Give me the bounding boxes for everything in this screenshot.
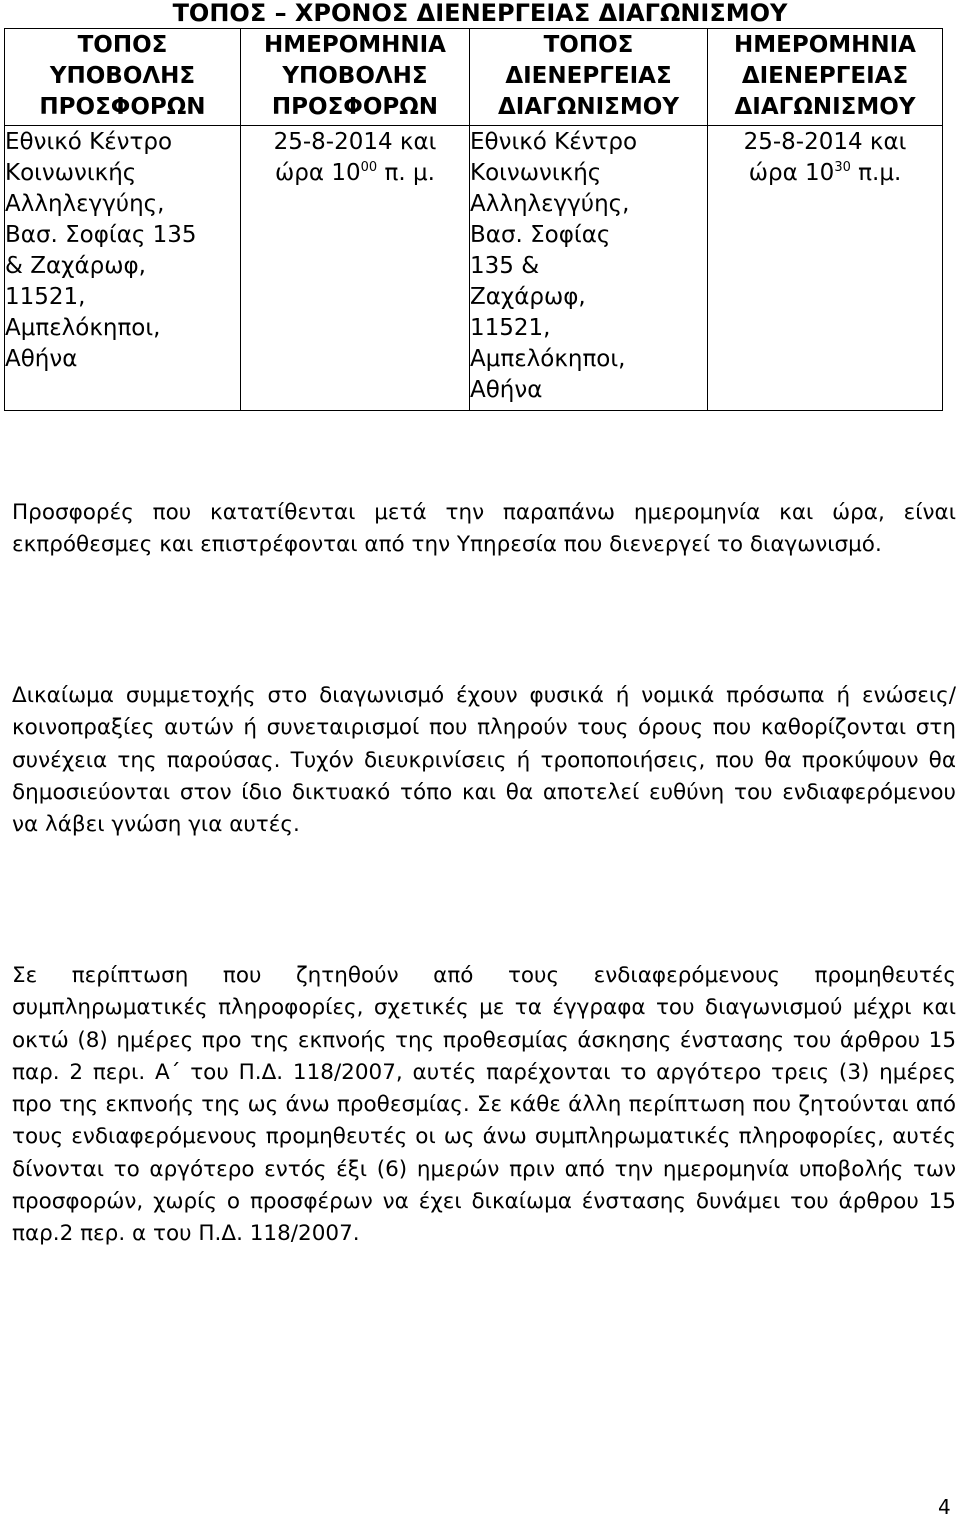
header-submission-date: ΗΜΕΡΟΜΗΝΙΑ ΥΠΟΒΟΛΗΣ ΠΡΟΣΦΟΡΩΝ bbox=[241, 29, 470, 126]
header-conduct-date: ΗΜΕΡΟΜΗΝΙΑ ΔΙΕΝΕΡΓΕΙΑΣ ΔΙΑΓΩΝΙΣΜΟΥ bbox=[708, 29, 943, 126]
conduct-date-cell: 25-8-2014 και ώρα $10^{30}$ π.μ. bbox=[708, 126, 943, 411]
clarifications-paragraph: Σε περίπτωση που ζητηθούν από τους ενδιαφερόμενους προμηθευτές συμπληρωματικές πληροφορίες, σχετικές με τα έγγραφα του διαγωνισμού μέχρι και οκτώ (8) ημέρες προ της εκπνοής της προθεσμίας άσκησης ένστασης του άρθρου 15 παρ. 2 περι. Α΄ του Π.Δ. 118/2007, αυτές παρέχονται το αργότερο τρεις (3) ημέρες προ της εκπνοής της ως άνω προθεσμίας. Σε κάθε άλλη περίπτωση που ζητούνται από τους ενδιαφερόμενους προμηθευτές οι ως άνω συμπληρωματικές πληροφορίες, αυτές δίνονται το αργότερο εντός έξι (6) ημερών πριν από την ημερομηνία υποβολής των προσφορών, χωρίς ο προσφέρων να έχει δικαίωμα ένστασης δυνάμει του άρθρου 15 παρ.2 περ. α του Π.Δ. 118/2007. bbox=[12, 963, 956, 1247]
schedule-table bbox=[4, 28, 943, 411]
late-offers-paragraph: Προσφορές που κατατίθενται μετά την παραπάνω ημερομηνία και ώρα, είναι εκπρόθεσμες και επιστρέφονται από την Υπηρεσία που διενεργεί το διαγωνισμό. bbox=[12, 500, 956, 558]
section-title: ΤΟΠΟΣ – ΧΡΟΝΟΣ ΔΙΕΝΕΡΓΕΙΑΣ ΔΙΑΓΩΝΙΣΜΟΥ bbox=[172, 0, 788, 27]
header-conduct-place: ΤΟΠΟΣ ΔΙΕΝΕΡΓΕΙΑΣ ΔΙΑΓΩΝΙΣΜΟΥ bbox=[470, 29, 708, 126]
submission-date-cell: 25-8-2014 και ώρα $10^{00}$ π. μ. bbox=[241, 126, 470, 411]
conduct-time: ώρα $10^{30}$ π.μ. bbox=[748, 160, 902, 186]
header-submission-place: ΤΟΠΟΣ ΥΠΟΒΟΛΗΣ ΠΡΟΣΦΟΡΩΝ bbox=[5, 29, 241, 126]
eligibility-paragraph: Δικαίωμα συμμετοχής στο διαγωνισμό έχουν φυσικά ή νομικά πρόσωπα ή ενώσεις/κοινοπραξίες αυτών ή συνεταιρισμοί που πληρούν τους όρους που καθορίζονται στη συνέχεια της παρούσας. Τυχόν διευκρινίσεις ή τροποποιήσεις, που θα προκύψουν θα δημοσιεύονται στον ίδιο δικτυακό τόπο και θα αποτελεί ευθύνη του ενδιαφερόμενου να λάβει γνώση για αυτές. bbox=[12, 683, 956, 838]
conduct-place-cell: Εθνικό Κέντρο Κοινωνικής Αλληλεγγύης, Βασ. Σοφίας 135 & Ζαχάρωφ, 11521, Αμπελόκηποι, Αθήνα bbox=[470, 126, 708, 411]
table-header-row bbox=[5, 29, 943, 126]
page-number: 4 bbox=[938, 1495, 951, 1519]
table-row bbox=[5, 126, 943, 411]
submission-place-cell: Εθνικό Κέντρο Κοινωνικής Αλληλεγγύης, Βασ. Σοφίας 135 & Ζαχάρωφ, 11521, Αμπελόκηποι, Αθήνα bbox=[5, 126, 241, 411]
submission-time: ώρα $10^{00}$ π. μ. bbox=[275, 160, 435, 186]
